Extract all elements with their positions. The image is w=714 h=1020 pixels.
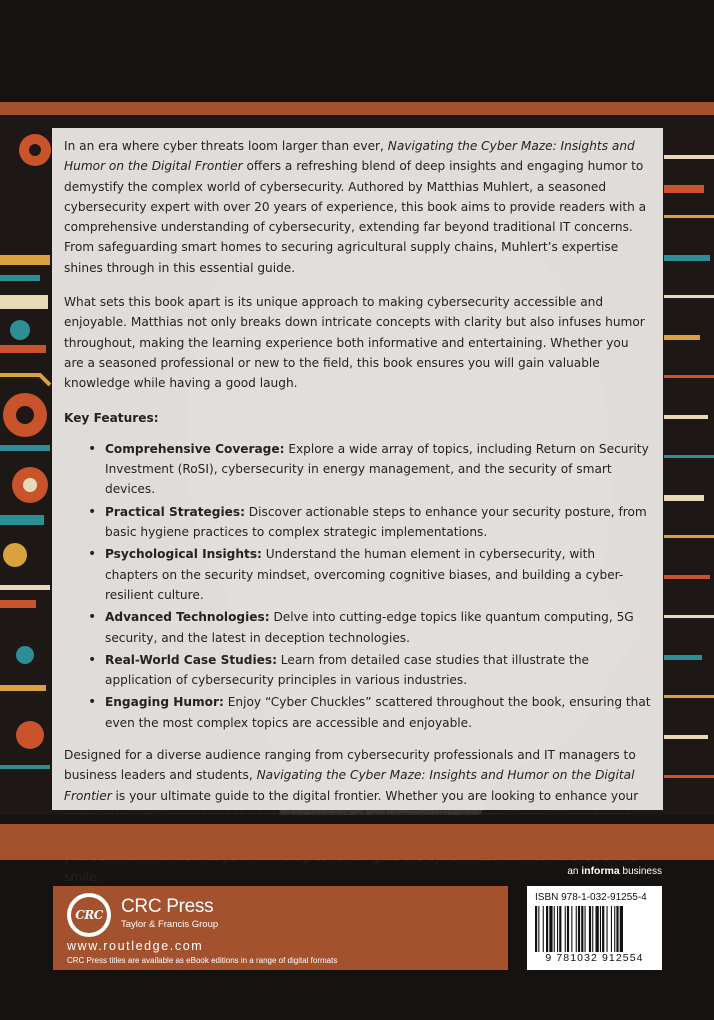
top-accent-strip (0, 102, 714, 115)
informa-tagline: an informa business (567, 865, 662, 877)
barcode-icon (535, 906, 655, 952)
book-title: Navigating the Cyber Maze: Insights and Humor on the Digital Frontier (64, 139, 635, 174)
publisher-name: CRC Press (121, 896, 214, 917)
feature-item: • Real-World Case Studies: Learn from detailed case studies that illustrate the application of cybersecurity principles in various industries. (105, 650, 651, 691)
key-features-list (64, 439, 651, 733)
divider-band (0, 815, 714, 824)
feature-item: • Engaging Humor: Enjoy “Cyber Chuckles” scattered throughout the book, ensuring that even the most complex topics are accessible and enjoyable. (105, 692, 651, 733)
isbn-block (527, 886, 662, 970)
feature-item: • Psychological Insights: Understand the human element in cybersecurity, with chapters on the security mindset, overcoming cognitive biases, and building a cyber-resilient culture. (105, 544, 651, 605)
intro-paragraph: In an era where cyber threats loom larger than ever, Navigating the Cyber Maze: Insights and Humor on the Digital Frontier offers a refreshing blend of deep insights and engaging humor to demystify the complex world of cybersecurity. Authored by Matthias Muhlert, a seasoned cybersecurity expert with over 20 years of experience, this book aims to provide readers with a comprehensive understanding of cybersecurity, extending far beyond traditional IT concerns. From safeguarding smart homes to securing agricultural supply chains, Muhlert’s expertise shines through in this essential guide. (64, 139, 647, 275)
bottom-accent-strip (0, 824, 714, 860)
feature-item: • Practical Strategies: Discover actionable steps to enhance your security posture, from basic hygiene practices to complex strategic implementations. (105, 502, 651, 543)
publisher-block (53, 886, 508, 970)
publisher-group: Taylor & Francis Group (121, 919, 219, 930)
isbn-label: ISBN 978-1-032-91255-4 (535, 892, 647, 903)
feature-item: • Comprehensive Coverage: Explore a wide array of topics, including Return on Security Investment (RoSI), cybersecurity in energy management, and the security of smart devices. (105, 439, 651, 500)
feature-item: • Advanced Technologies: Delve into cutting-edge topics like quantum computing, 5G security, and the latest in deception technologies. (105, 607, 651, 648)
crc-logo-icon: CRC (67, 893, 111, 937)
top-band (0, 0, 714, 102)
approach-paragraph: What sets this book apart is its unique approach to making cybersecurity accessible and enjoyable. Matthias not only breaks down intricate concepts with clarity but also infuses humor throughout, making the learning experience both informative and entertaining. Whether you are a seasoned professional or new to the field, this book ensures you will gain valuable knowledge while having a good laugh. (64, 295, 645, 391)
closing-paragraph: Designed for a diverse audience ranging from cybersecurity professionals and IT managers to business leaders and students, Navigating the Cyber Maze: Insights and Humor on the Digital Frontier is your ultimate guide to the digital frontier. Whether you are looking to enhance your smile. (64, 748, 639, 884)
publisher-url: www.routledge.com (67, 939, 204, 953)
key-features-heading: Key Features: (64, 410, 159, 425)
ebook-note: CRC Press titles are available as eBook editions in a range of digital formats (67, 956, 338, 965)
isbn-barcode-digits: 9 781032 912554 (545, 952, 644, 964)
book-title: Navigating the Cyber Maze: Insights and Humor on the Digital Frontier (64, 768, 635, 803)
